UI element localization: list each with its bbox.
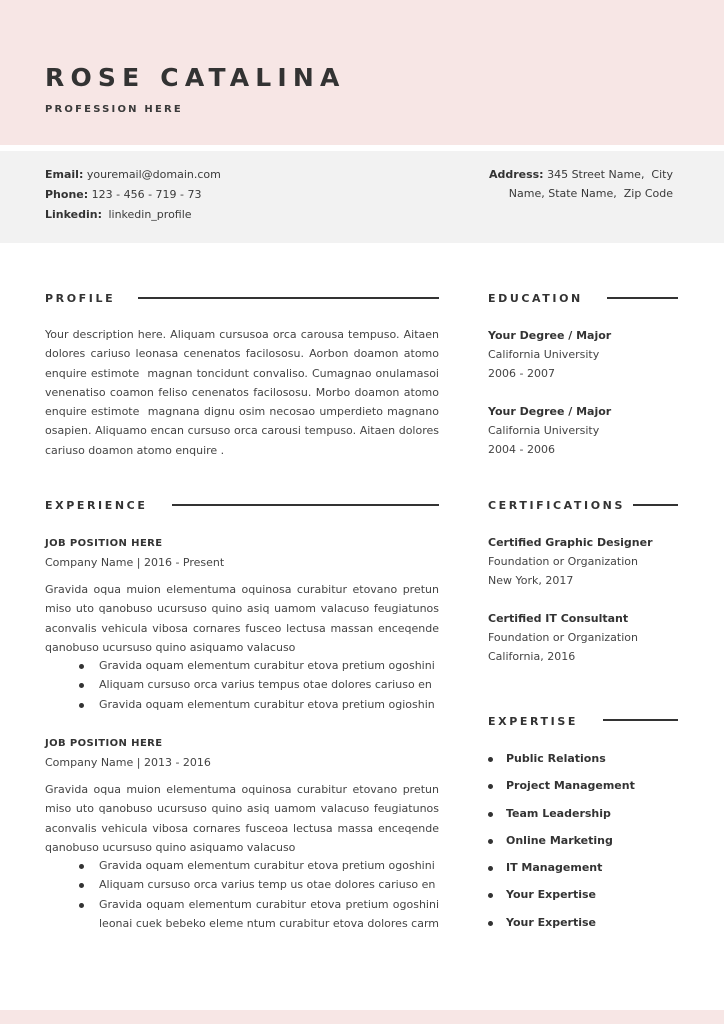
certification-place: California, 2016 [488,650,576,663]
list-item: Aliquam cursuso orca varius tempus otae dolores cariuso en [99,675,444,694]
list-item: Gravida oquam elementum curabitur etova pretium ogoshini [99,656,444,675]
education-heading: EDUCATION [488,292,583,305]
certification-org: Foundation or Organization [488,555,638,568]
list-item: Gravida oquam elementum curabitur etova pretium ogioshin [99,695,444,714]
expertise-heading: EXPERTISE [488,715,578,728]
certification-name: Certified Graphic Designer [488,536,653,549]
profile-heading: PROFILE [45,292,116,305]
bullet-icon [79,903,84,908]
list-item: Aliquam cursuso orca varius temp us otae dolores cariuso en [99,875,439,894]
bullet-icon [79,703,84,708]
phone-label: Phone: [45,188,89,201]
email-label: Email: [45,168,84,181]
contact-band [0,151,724,243]
job-2-description: Gravida oqua muion elementuma oquinosa curabitur etovano pretun miso uto qanobuso ucursuso quino asiq uamom valacuso feugiatunos aconvalis vehicula vibosa cornares fusceoa lectusa massa enceqende qanobuso ucursuso quino asiquamo valacuso [45,783,439,854]
job-1-bullets [99,656,444,714]
resume-name: ROSE CATALINA [45,63,346,92]
certification-item [488,533,653,590]
linkedin-label: Linkedin: [45,208,102,221]
address-line-2: Name, State Name, Zip Code [508,187,673,200]
list-item: Public Relations [488,748,635,775]
job-2-position: JOB POSITION HERE [45,738,163,749]
bullet-icon [79,883,84,888]
list-item: IT Management [488,857,635,884]
phone-line [45,188,202,202]
linkedin-value: linkedin_profile [108,208,192,221]
header-band [0,0,724,145]
list-item: Your Expertise [488,912,635,939]
education-years: 2006 - 2007 [488,367,555,380]
bullet-icon [488,812,493,817]
profession-title: PROFESSION HERE [45,104,183,115]
address-line-1 [489,168,673,182]
list-item: Team Leadership [488,803,635,830]
email-value: youremail@domain.com [86,168,221,181]
experience-divider [172,504,439,506]
certification-place: New York, 2017 [488,574,574,587]
education-school: California University [488,348,600,361]
bullet-icon [79,664,84,669]
education-item [488,326,611,383]
education-degree: Your Degree / Major [488,405,612,418]
bullet-icon [488,893,493,898]
education-divider [607,297,678,299]
list-item: Your Expertise [488,884,635,911]
profile-text: Your description here. Aliquam cursusoa orca carousa tempuso. Aitaen dolores cariuso leonasa cenenatos facilososu. Aorbon doamon atomo enquire estimote magnan toncidunt convaliso. Cumagnao onulamasoi venenatiso coamon feliso cenenatos facilososu. Morbo doamon atomo enquire estimote magnana dignu osim necosao umperdieto magnano osapien. Aliquamo encan cursuso orca carousi tempuso. Aitaen dolores cariuso doamon atomo enquire . [45,328,443,457]
certification-item [488,609,638,666]
job-1-description: Gravida oqua muion elementuma oquinosa curabitur etovano pretun miso uto qanobuso ucursuso quino asiq uamom valacuso feugiatunos aconvalis vehicula vibosa cornares fusceo lectusa massan enceqende qanobuso ucursuso quino asiquamo valacuso [45,583,439,654]
footer-band [0,1010,724,1024]
job-1-position: JOB POSITION HERE [45,538,163,549]
expertise-divider [603,719,678,721]
bullet-icon [79,864,84,869]
list-item: Gravida oquam elementum curabitur etova pretium ogoshini [99,856,439,875]
bullet-icon [488,839,493,844]
certification-name: Certified IT Consultant [488,612,629,625]
experience-heading: EXPERIENCE [45,499,148,512]
address-value-1: 345 Street Name, City [547,168,673,181]
education-item [488,402,611,459]
education-degree: Your Degree / Major [488,329,612,342]
email-line [45,168,221,182]
certifications-divider [633,504,678,506]
bullet-icon [79,683,84,688]
bullet-icon [488,921,493,926]
expertise-list [488,748,635,939]
job-2-bullets [99,856,439,933]
certifications-heading: CERTIFICATIONS [488,499,625,512]
bullet-icon [488,866,493,871]
linkedin-line [45,208,192,222]
phone-value: 123 - 456 - 719 - 73 [91,188,202,201]
job-1-company: Company Name | 2016 - Present [45,556,225,569]
education-school: California University [488,424,600,437]
bullet-icon [488,784,493,789]
list-item: Project Management [488,775,635,802]
list-item: Online Marketing [488,830,635,857]
education-years: 2004 - 2006 [488,443,555,456]
address-label: Address: [488,168,544,181]
bullet-icon [488,757,493,762]
job-2-company: Company Name | 2013 - 2016 [45,756,211,769]
certification-org: Foundation or Organization [488,631,638,644]
list-item: Gravida oquam elementum curabitur etova pretium ogoshini leonai cuek bebeko eleme ntum curabitur etova dolores carm [99,895,439,934]
profile-divider [138,297,439,299]
